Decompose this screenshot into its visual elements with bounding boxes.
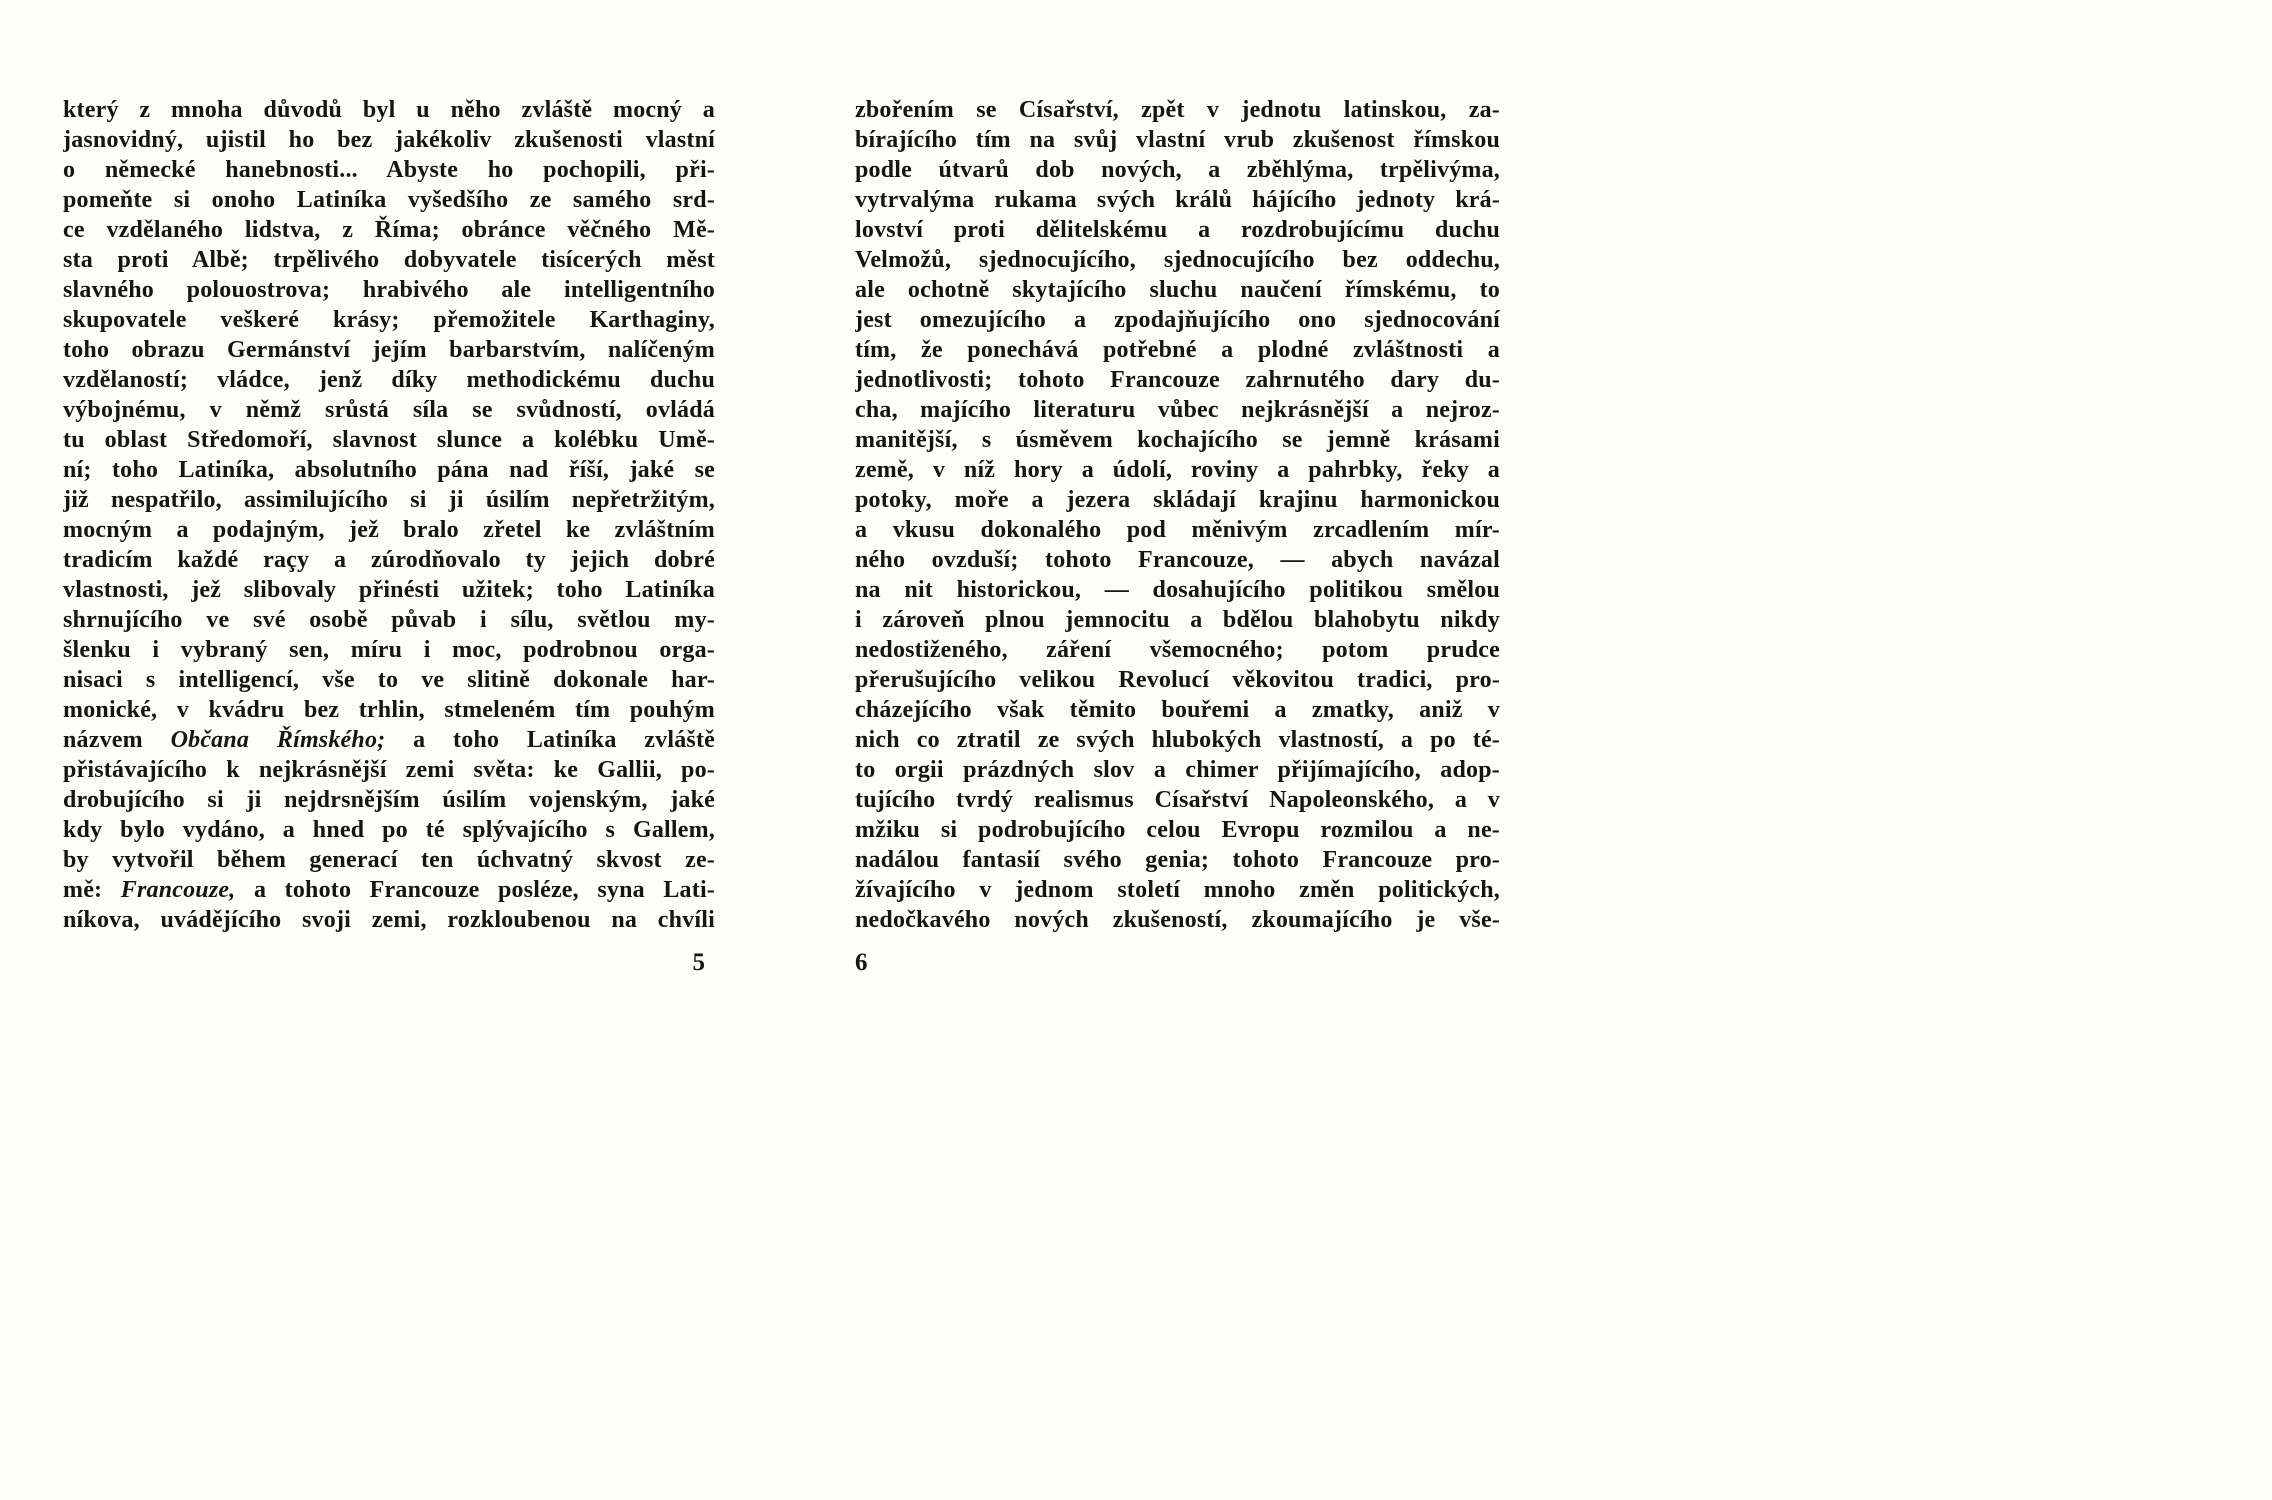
text-line: přerušujícího velikou Revolucí věkovitou tradici, pro- xyxy=(855,667,1500,693)
text-line: nedostiženého, záření všemocného; potom prudce xyxy=(855,637,1500,663)
text-line: bírajícího tím na svůj vlastní vrub zkušenost římskou xyxy=(855,127,1500,153)
text-line: cha, majícího literaturu vůbec nejkrásnější a nejroz- xyxy=(855,397,1500,423)
text-line: zbořením se Císařství, zpět v jednotu latinskou, za- xyxy=(855,97,1500,123)
text-line: tradicím každé raçy a zúrodňovalo ty jejich dobré xyxy=(63,547,715,573)
text-line: jednotlivosti; tohoto Francouze zahrnutého dary du- xyxy=(855,367,1500,393)
text-line: ného ovzduší; tohoto Francouze, — abych navázal xyxy=(855,547,1500,573)
text-line: tím, že ponechává potřebné a plodné zvláštnosti a xyxy=(855,337,1500,363)
text-line: ale ochotně skytajícího sluchu naučení římskému, to xyxy=(855,277,1500,303)
text-line: kdy bylo vydáno, a hned po té splývajícího s Gallem, xyxy=(63,817,715,843)
text-line: žívajícího v jednom století mnoho změn politických, xyxy=(855,877,1500,903)
text-line: nadálou fantasií svého genia; tohoto Francouze pro- xyxy=(855,847,1500,873)
text-line: manitější, s úsměvem kochajícího se jemně krásami xyxy=(855,427,1500,453)
text-line: sta proti Albě; trpělivého dobyvatele tisícerých měst xyxy=(63,247,715,273)
text-line: a vkusu dokonalého pod měnivým zrcadlením mír- xyxy=(855,517,1500,543)
page-number-left: 5 xyxy=(692,949,705,976)
text-line: slavného polouostrova; hrabivého ale intelligentního xyxy=(63,277,715,303)
text-line: vlastnosti, jež slibovaly přinésti užitek; toho Latiníka xyxy=(63,577,715,603)
text-line: již nespatřilo, assimilujícího si ji úsilím nepřetržitým, xyxy=(63,487,715,513)
text-line: mocným a podajným, jež bralo zřetel ke zvláštním xyxy=(63,517,715,543)
text-line: potoky, moře a jezera skládají krajinu harmonickou xyxy=(855,487,1500,513)
text-line: tujícího tvrdý realismus Císařství Napoleonského, a v xyxy=(855,787,1500,813)
text-line: přistávajícího k nejkrásnější zemi světa: ke Gallii, po- xyxy=(63,757,715,783)
text-line: vytrvalýma rukama svých králů hájícího jednoty krá- xyxy=(855,187,1500,213)
text-line: šlenku i vybraný sen, míru i moc, podrobnou orga- xyxy=(63,637,715,663)
text-line: toho obrazu Germánství jejím barbarstvím, nalíčeným xyxy=(63,337,715,363)
text-line: podle útvarů dob nových, a zběhlýma, trpělivýma, xyxy=(855,157,1500,183)
text-line: o německé hanebnosti... Abyste ho pochopili, při- xyxy=(63,157,715,183)
page-number-right: 6 xyxy=(855,949,868,976)
left-page-text-column xyxy=(63,95,715,935)
text-line: skupovatele veškeré krásy; přemožitele Karthaginy, xyxy=(63,307,715,333)
text-line: Velmožů, sjednocujícího, sjednocujícího bez oddechu, xyxy=(855,247,1500,273)
text-line: tu oblast Středomoří, slavnost slunce a kolébku Umě- xyxy=(63,427,715,453)
text-line: ce vzdělaného lidstva, z Říma; obránce věčného Mě- xyxy=(63,217,715,243)
text-line: mě: Francouze, a tohoto Francouze posléze, syna Lati- xyxy=(63,877,715,903)
text-line: shrnujícího ve své osobě půvab i sílu, světlou my- xyxy=(63,607,715,633)
text-line: výbojnému, v němž srůstá síla se svůdností, ovládá xyxy=(63,397,715,423)
text-line: země, v níž hory a údolí, roviny a pahrbky, řeky a xyxy=(855,457,1500,483)
text-line: vzdělaností; vládce, jenž díky methodickému duchu xyxy=(63,367,715,393)
text-line: nisaci s intelligencí, vše to ve slitině dokonale har- xyxy=(63,667,715,693)
text-line: by vytvořil během generací ten úchvatný skvost ze- xyxy=(63,847,715,873)
text-line: jasnovidný, ujistil ho bez jakékoliv zkušenosti vlastní xyxy=(63,127,715,153)
text-line: mžiku si podrobujícího celou Evropu rozmilou a ne- xyxy=(855,817,1500,843)
text-line: nich co ztratil ze svých hlubokých vlastností, a po té- xyxy=(855,727,1500,753)
text-line: nedočkavého nových zkušeností, zkoumajícího je vše- xyxy=(855,907,1500,933)
text-line: to orgii prázdných slov a chimer přijímajícího, adop- xyxy=(855,757,1500,783)
text-line: jest omezujícího a zpodajňujícího ono sjednocování xyxy=(855,307,1500,333)
text-line: monické, v kvádru bez trhlin, stmeleném tím pouhým xyxy=(63,697,715,723)
text-line: níkova, uvádějícího svoji zemi, rozkloubenou na chvíli xyxy=(63,907,715,933)
text-line: pomeňte si onoho Latiníka vyšedšího ze samého srd- xyxy=(63,187,715,213)
text-line: drobujícího si ji nejdrsnějším úsilím vojenským, jaké xyxy=(63,787,715,813)
text-line: na nit historickou, — dosahujícího politikou smělou xyxy=(855,577,1500,603)
right-page-text-column xyxy=(855,95,1500,935)
text-line: ní; toho Latiníka, absolutního pána nad říší, jaké se xyxy=(63,457,715,483)
text-line: cházejícího však těmito bouřemi a zmatky, aniž v xyxy=(855,697,1500,723)
text-line: lovství proti dělitelskému a rozdrobujícímu duchu xyxy=(855,217,1500,243)
text-line: který z mnoha důvodů byl u něho zvláště mocný a xyxy=(63,97,715,123)
text-line: i zároveň plnou jemnocitu a bdělou blahobytu nikdy xyxy=(855,607,1500,633)
text-line: názvem Občana Římského; a toho Latiníka zvláště xyxy=(63,727,715,753)
